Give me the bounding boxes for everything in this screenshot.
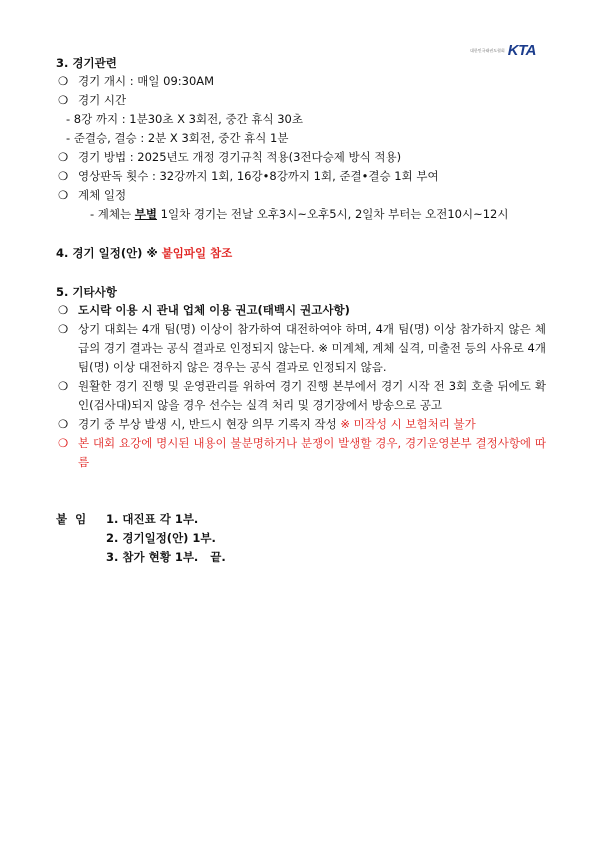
attachment-item: 2. 경기일정(안) 1부.: [106, 531, 216, 545]
bullet-icon: ❍: [58, 150, 69, 164]
sub-item: [56, 205, 546, 224]
bullet-icon: ❍: [58, 322, 69, 336]
section-4-title-text: 4. 경기 일정(안) ※: [56, 246, 162, 260]
list-item: [56, 434, 546, 472]
sub-item: - 준결승, 결승 : 2분 X 3회전, 중간 휴식 1분: [66, 131, 289, 145]
section-4-title: [56, 244, 546, 262]
section-3-title: 3. 경기관련: [56, 56, 117, 70]
bullet-icon: ❍: [58, 436, 69, 450]
item-text: 도시락 이용 시 관내 업체 이용 권고(태백시 권고사항): [78, 303, 350, 317]
attachment-item: 1. 대진표 각 1부.: [106, 512, 199, 526]
list-item: [56, 301, 546, 320]
item-text: 경기 개시 : 매일 09:30AM: [78, 74, 215, 88]
item-text: [78, 415, 476, 434]
bullet-icon: ❍: [58, 169, 69, 183]
sub-item: - 8강 까지 : 1분30초 X 3회전, 중간 휴식 30초: [66, 112, 303, 126]
item-text: 상기 대회는 4개 팀(명) 이상이 참가하여 대전하여야 하며, 4개 팀(명) 이상 참가하지 않은 체급의 경기 결과는 공식 결과로 인정되지 않는다. ※ 미계체, 계체 실격, 미출전 등의 사유로 4개 팀(명) 이상 대전하지 않은 경우는 공식 결과로 인정되지 않음.: [78, 322, 546, 374]
weigh-text-c: 1일차 경기는 전날 오후3시~오후5시, 2일차 부터는 오전10시~12시: [157, 207, 509, 221]
injury-text: 경기 중 부상 발생 시, 반드시 현장 의무 기록지 작성: [78, 417, 341, 431]
bullet-icon: ❍: [58, 379, 69, 393]
list-item: [56, 91, 546, 110]
list-item: [56, 148, 546, 167]
bullet-icon: ❍: [58, 303, 69, 317]
list-item: [56, 72, 546, 91]
item-text: 경기 방법 : 2025년도 개정 경기규칙 적용(3전다승제 방식 적용): [78, 150, 402, 164]
section-5-title: 5. 기타사항: [56, 285, 117, 299]
item-text: 계체 일정: [78, 188, 127, 202]
bullet-icon: ❍: [58, 93, 69, 107]
bullet-icon: ❍: [58, 417, 69, 431]
section-4-red-text: 붙임파일 참조: [161, 246, 233, 260]
list-item: [56, 415, 546, 434]
weigh-text-emph: 부별: [134, 207, 158, 221]
weigh-text-a: - 계체는: [90, 207, 135, 221]
injury-red-text: ※ 미작성 시 보험처리 불가: [340, 417, 476, 431]
bullet-icon: ❍: [58, 74, 69, 88]
attachment-item: 3. 참가 현황 1부. 끝.: [106, 550, 226, 564]
list-item: [56, 167, 546, 186]
list-item: [56, 186, 546, 205]
item-text: 경기 시간: [78, 93, 127, 107]
logo-mark-text: KTA: [507, 42, 536, 59]
item-text: 본 대회 요강에 명시된 내용이 불분명하거나 분쟁이 발생할 경우, 경기운영본부 결정사항에 따름: [78, 436, 546, 469]
item-text: 영상판독 횟수 : 32강까지 1회, 16강•8강까지 1회, 준결•결승 1회 부여: [78, 169, 439, 183]
item-text: 원활한 경기 진행 및 운영관리를 위하여 경기 진행 본부에서 경기 시작 전 3회 호출 뒤에도 확인(검사대)되지 않을 경우 선수는 실격 처리 및 경기장에서 방송으로 공고: [78, 379, 546, 412]
attachments: [56, 510, 546, 567]
attachments-list: [106, 510, 226, 567]
list-item: [56, 320, 546, 377]
logo-org-text: 대한민국태권도협회: [470, 47, 505, 53]
bullet-icon: ❍: [58, 188, 69, 202]
document-body: [56, 54, 546, 567]
attachments-label: 붙 임: [56, 512, 87, 526]
list-item: [56, 377, 546, 415]
